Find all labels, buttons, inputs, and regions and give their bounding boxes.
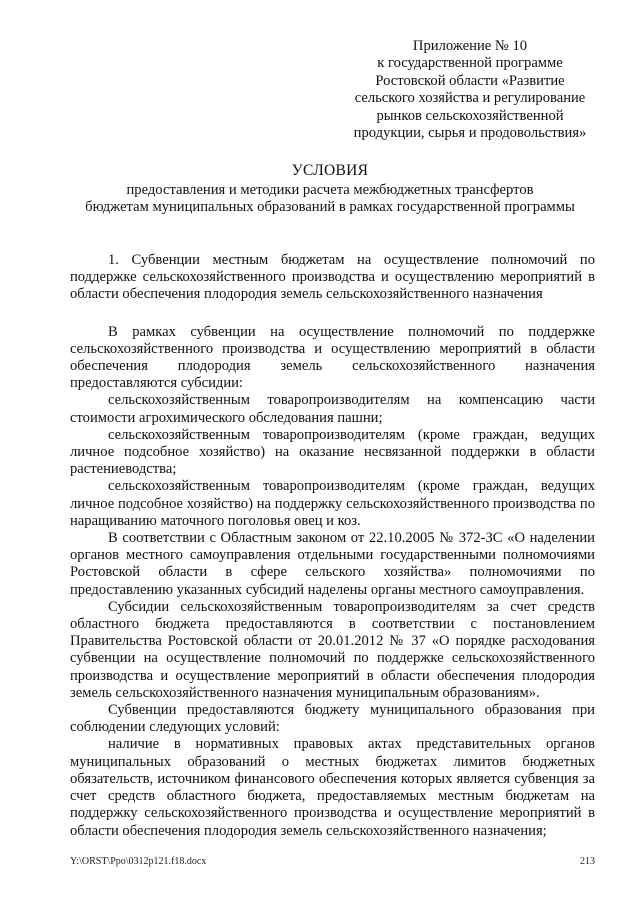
document-body [70, 252, 595, 840]
paragraph: сельскохозяйственным товаропроизводителям (кроме граждан, ведущих личное подсобное хозяйство) на оказание несвязанной поддержки в области растениеводства; [70, 426, 595, 478]
title-heading: УСЛОВИЯ [291, 162, 369, 179]
title-subline: предоставления и методики расчета межбюджетных трансфертов [126, 181, 534, 198]
paragraph: Субвенции предоставляются бюджету муниципального образования при соблюдении следующих условий: [70, 702, 595, 736]
paragraph: сельскохозяйственным товаропроизводителям (кроме граждан, ведущих личное подсобное хозяйство) на поддержку сельскохозяйственного производства по наращиванию маточного поголовья овец и коз. [70, 478, 595, 529]
paragraph: В рамках субвенции на осуществление полномочий по поддержке сельскохозяйственного производства и осуществлению мероприятий в области обеспечения плодородия земель сельскохозяйственного назначения предоставляются субсидии: [70, 323, 595, 392]
file-path: Y:\ORST\Ppo\0312p121.f18.docx [70, 856, 207, 867]
paragraph: Субсидии сельскохозяйственным товаропроизводителям за счет средств областного бюджета предоставляются в соответствии с постановлением Правительства Ростовской области от 20.01.2012 № 37 «О порядке расходования субвенции на осуществление полномочий по поддержке сельскохозяйственного производства и осуществление мероприятий в области обеспечения плодородия земель сельскохозяйственного назначения муниципальным образованиям». [70, 598, 595, 701]
document-title [70, 162, 590, 217]
appendix-header [330, 38, 610, 142]
appendix-line: Приложение № 10 [412, 38, 528, 54]
paragraph: В соответствии с Областным законом от 22.10.2005 № 372-ЗС «О наделении органов местного самоуправления отдельными государственными полномочиями Ростовской области в сфере сельского хозяйства» полномочиями по предоставлению указанных субсидий наделены органы местного самоуправления. [70, 530, 595, 598]
section-heading: 1. Субвенции местным бюджетам на осуществление полномочий по поддержке сельскохозяйственного производства и осуществлению мероприятий в области обеспечения плодородия земель сельскохозяйственного назначения [70, 252, 595, 303]
appendix-line: сельского хозяйства и регулирование [354, 90, 586, 107]
page-number: 213 [580, 856, 595, 867]
appendix-line: к государственной программе [377, 55, 563, 72]
paragraph: сельскохозяйственным товаропроизводителям на компенсацию части стоимости агрохимического обследования пашни; [70, 392, 595, 426]
paragraph: наличие в нормативных правовых актах представительных органов муниципальных образований о местных бюджетах лимитов бюджетных обязательств, источником финансового обеспечения которых является субвенция за счет средств областного бюджета, предоставляемых местным бюджетам на поддержку сельскохозяйственного производства и осуществление мероприятий в области обеспечения плодородия земель сельскохозяйственного назначения; [70, 736, 595, 839]
appendix-line: продукции, сырья и продовольствия» [353, 125, 587, 142]
appendix-line: рынков сельскохозяйственной [376, 107, 564, 124]
appendix-line: Ростовской области «Развитие [375, 72, 565, 89]
title-subline: бюджетам муниципальных образований в рамках государственной программы [85, 199, 575, 216]
